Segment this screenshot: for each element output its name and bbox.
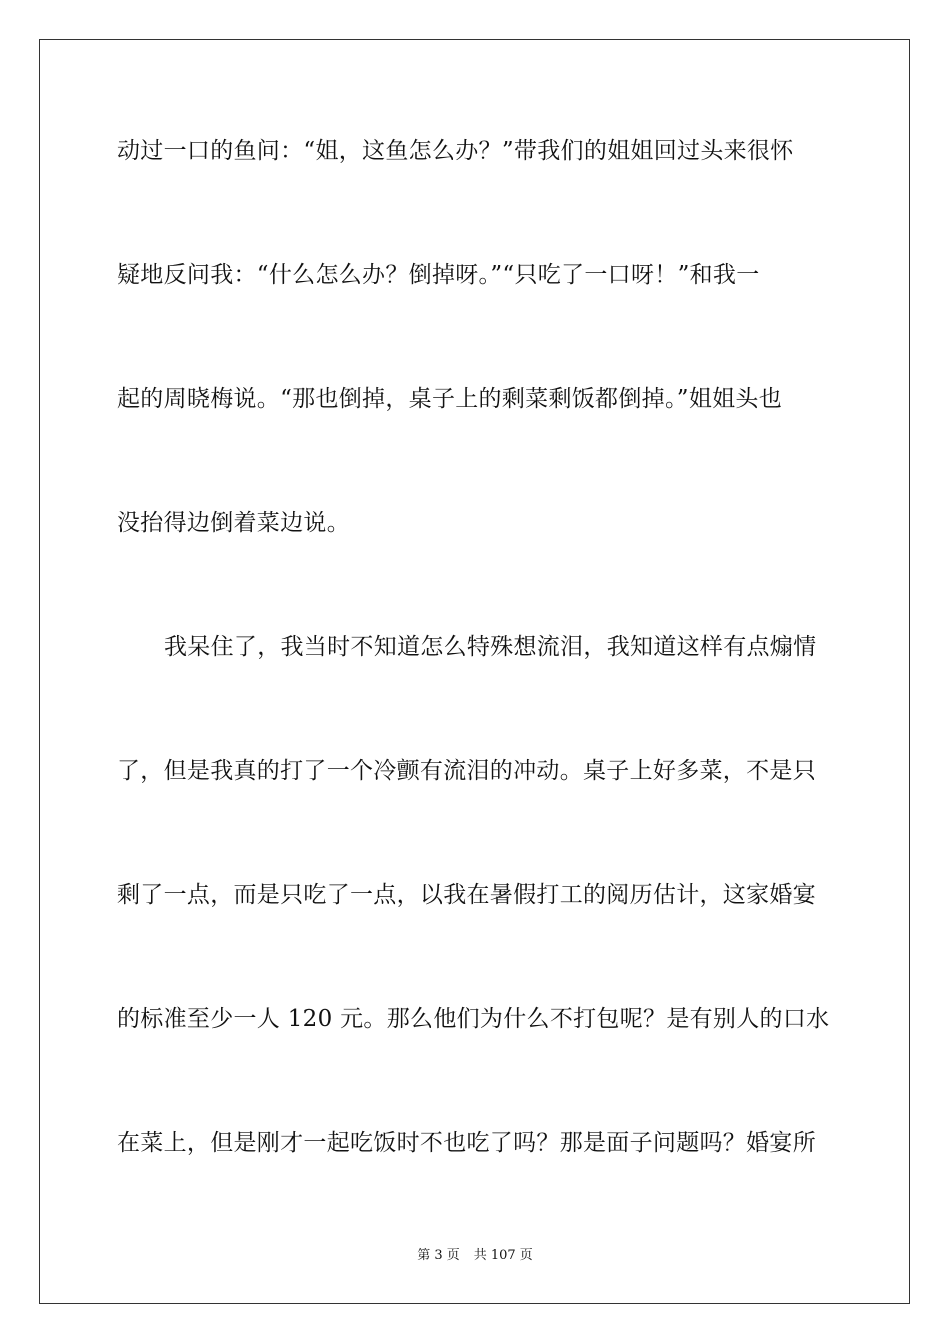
total-pages: 共 107 页 <box>473 1248 533 1263</box>
page-number: 第 3 页 <box>417 1248 460 1263</box>
page-border <box>39 39 910 1304</box>
text-line: 剩了一点，而是只吃了一点，以我在暑假打工的阅历估计，这家婚宴 <box>117 882 816 908</box>
text-line: 疑地反问我：“什么怎么办？倒掉呀。”“只吃了一口呀！”和我一 <box>117 262 760 288</box>
text-line: 没抬得边倒着菜边说。 <box>117 510 350 536</box>
text-line: 的标准至少一人 120 元。那么他们为什么不打包呢？是有别人的口水 <box>117 1006 830 1032</box>
text-line: 起的周晓梅说。“那也倒掉，桌子上的剩菜剩饭都倒掉。”姐姐头也 <box>117 386 783 412</box>
text-line: 动过一口的鱼问：“姐，这鱼怎么办？”带我们的姐姐回过头来很怀 <box>117 138 794 164</box>
text-line: 在菜上，但是刚才一起吃饭时不也吃了吗？那是面子问题吗？婚宴所 <box>117 1130 816 1156</box>
paragraph-start-line: 我呆住了，我当时不知道怎么特殊想流泪，我知道这样有点煽情 <box>164 634 817 660</box>
text-line: 了，但是我真的打了一个冷颤有流泪的冲动。桌子上好多菜，不是只 <box>117 758 816 784</box>
page-footer <box>0 1247 950 1265</box>
